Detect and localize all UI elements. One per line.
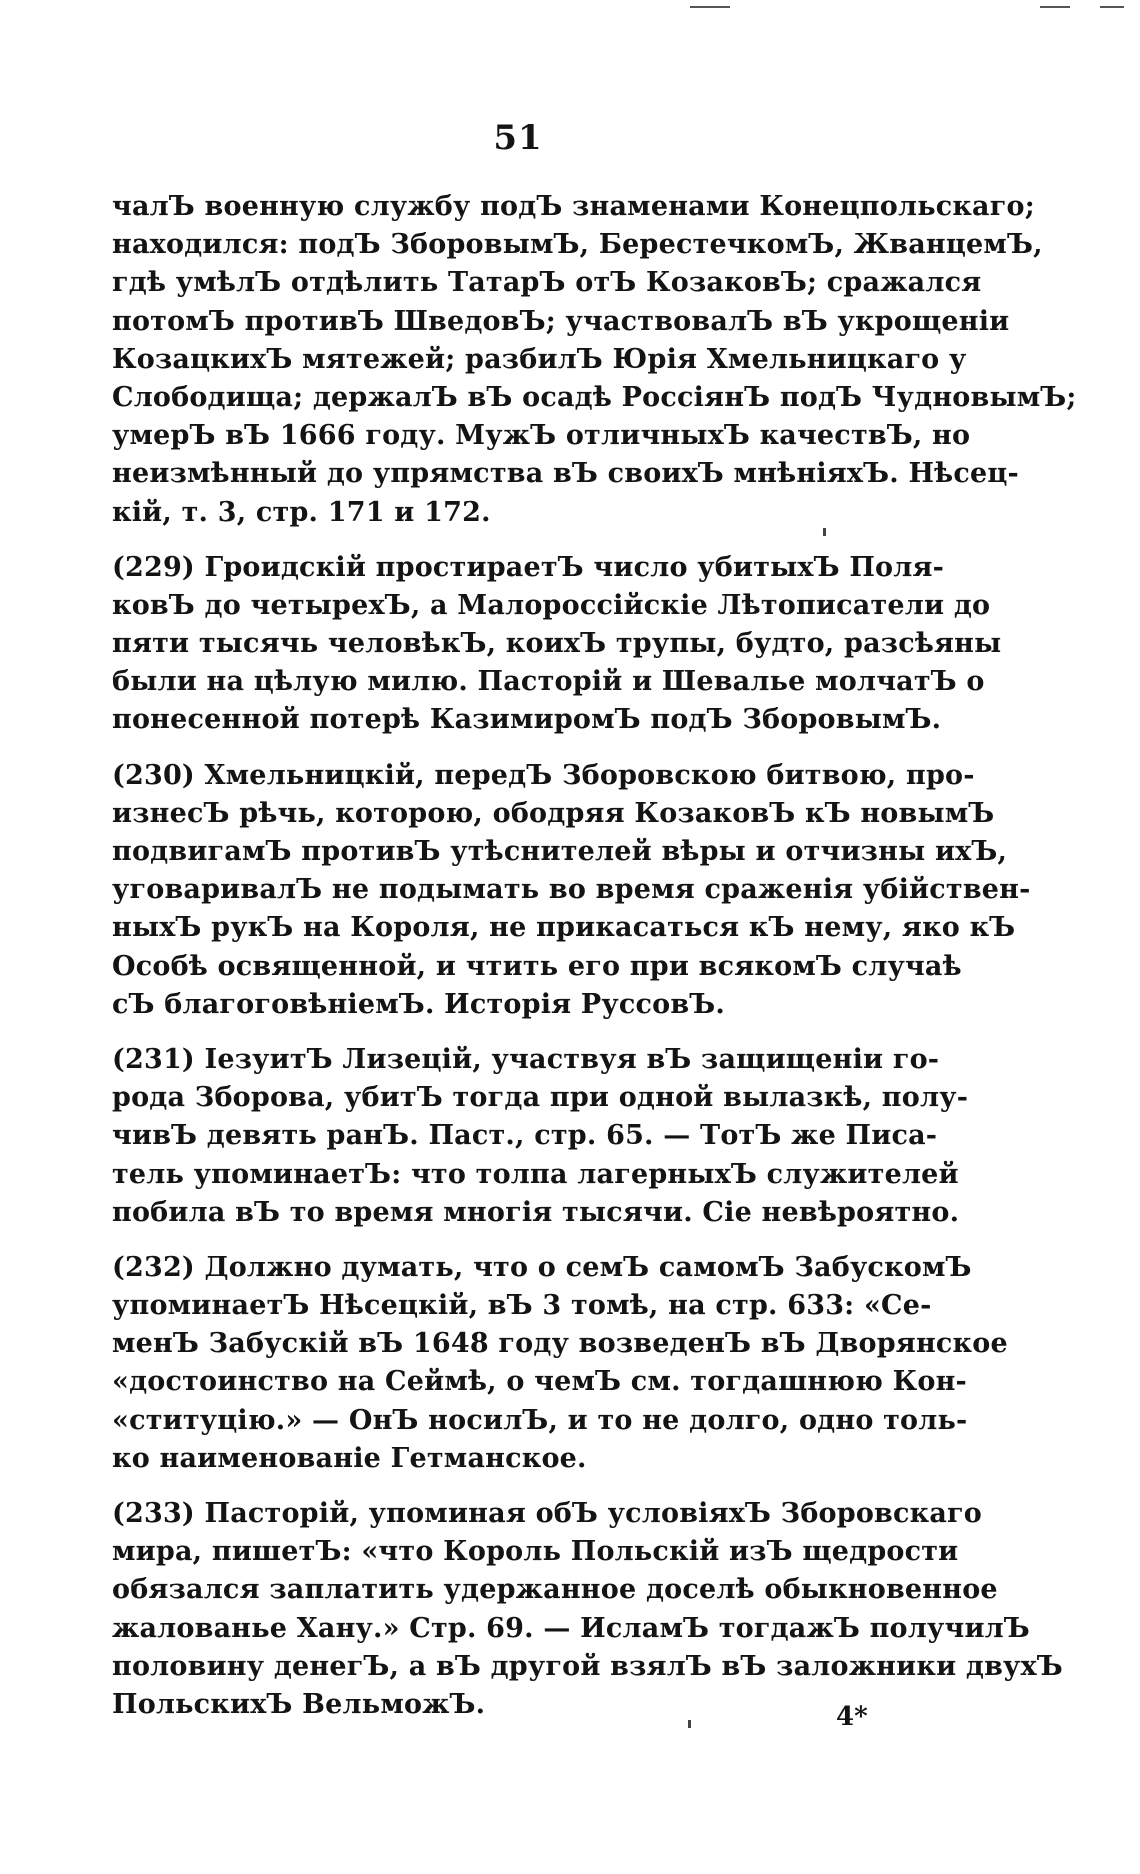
scan-edge-mark — [1100, 6, 1124, 8]
text-line: ко наименованіе Гетманское. — [112, 1442, 587, 1474]
text-line: побила вЪ то время многія тысячи. Сіе невѣроятно. — [112, 1196, 960, 1228]
text-line: мира, пишетЪ: «что Король Польскій изЪ щедрости — [112, 1536, 959, 1568]
scan-speck — [823, 528, 826, 536]
text-line: изнесЪ рѣчь, которою, ободряя КозаковЪ кЪ новымЪ — [112, 797, 995, 829]
text-line: ныхЪ рукЪ на Короля, не прикасаться кЪ нему, яко кЪ — [112, 912, 1016, 944]
footnotes-text — [112, 188, 1077, 1724]
text-line: Слободища; держалЪ вЪ осадѣ РоссіянЪ подЪ ЧудновымЪ; — [112, 381, 1077, 413]
text-line: подвигамЪ противЪ утѣснителей вѣры и отчизны ихЪ, — [112, 836, 1008, 867]
paragraph-gap — [112, 1232, 930, 1249]
text-line: упоминаетЪ Нѣсецкій, вЪ 3 томѣ, на стр. 633: «Се- — [112, 1290, 932, 1322]
text-line: чивЪ девять ранЪ. Паст., стр. 65. — ТотЪ же Писа- — [112, 1120, 938, 1152]
text-line: менЪ Забускій вЪ 1648 году возведенЪ вЪ Дворянское — [112, 1328, 1008, 1360]
text-line: кій, т. 3, стр. 171 и 172. — [112, 496, 491, 528]
paragraph-gap — [112, 532, 930, 549]
text-line: понесенной потерѣ КазимиромЪ подЪ ЗборовымЪ. — [112, 704, 942, 736]
text-line: рода Зборова, убитЪ тогда при одной вылазкѣ, полу- — [112, 1082, 969, 1114]
paragraph-gap — [112, 740, 930, 757]
footnote-paragraph — [112, 1249, 1008, 1478]
footnote-paragraph — [112, 549, 1002, 740]
text-line: потомЪ противЪ ШведовЪ; участвовалЪ вЪ укрощеніи — [112, 305, 1010, 337]
text-line: умерЪ вЪ 1666 году. МужЪ отличныхЪ качествЪ, но — [112, 420, 971, 452]
text-line: половину денегЪ, а вЪ другой взялЪ вЪ заложники двухЪ — [112, 1650, 1063, 1682]
text-line: ПольскихЪ ВельможЪ. — [112, 1688, 486, 1720]
paragraph-gap — [112, 1024, 930, 1041]
text-line: Особѣ освященной, и чтить его при всякомЪ случаѣ — [112, 950, 962, 982]
text-line: ковЪ до четырехЪ, а Малороссійскіе Лѣтописатели до — [112, 589, 991, 621]
footnote-paragraph — [112, 188, 1077, 532]
text-line: находился: подЪ ЗборовымЪ, БерестечкомЪ, ЖванцемЪ, — [112, 229, 1043, 261]
text-line: пяти тысячь человѣкЪ, коихЪ трупы, будто, разсѣяны — [112, 628, 1002, 660]
page-number: 51 — [493, 118, 543, 158]
text-line: «ституцію.» — ОнЪ носилЪ, и то не долго, одно толь- — [112, 1404, 968, 1436]
text-line: (229) Гроидскій простираетЪ число убитыхЪ Поля- — [112, 551, 945, 583]
text-line: обязался заплатить удержанное доселѣ обыкновенное — [112, 1574, 998, 1606]
text-line: КозацкихЪ мятежей; разбилЪ Юрія Хмельницкаго у — [112, 343, 967, 375]
scan-edge-mark — [690, 6, 730, 8]
text-line: (233) Пасторій, упоминая обЪ условіяхЪ Зборовскаго — [112, 1498, 983, 1529]
footnote-paragraph — [112, 1041, 969, 1232]
text-line: тель упоминаетЪ: что толпа лагерныхЪ служителей — [112, 1158, 959, 1190]
scan-edge-mark — [1040, 6, 1070, 8]
text-line: уговаривалЪ не подымать во время сраженія убійствен- — [112, 874, 1031, 906]
signature-mark: 4* — [836, 1702, 868, 1732]
paragraph-gap — [112, 1478, 930, 1495]
text-line: были на цѣлую милю. Пасторій и Шевалье молчатЪ о — [112, 666, 985, 698]
text-line: (230) Хмельницкій, передЪ Зборовскою битвою, про- — [112, 759, 975, 791]
scan-speck — [688, 1720, 691, 1728]
text-line: сЪ благоговѣніемЪ. Исторія РуссовЪ. — [112, 988, 725, 1020]
footnote-paragraph — [112, 1495, 1063, 1724]
text-line: чалЪ военную службу подЪ знаменами Конецпольскаго; — [112, 191, 1035, 222]
text-line: жалованье Хану.» Стр. 69. — ИсламЪ тогдажЪ получилЪ — [112, 1612, 1030, 1644]
text-line: (231) ІезуитЪ Лизецій, участвуя вЪ защищеніи го- — [112, 1043, 940, 1075]
text-line: неизмѣнный до упрямства вЪ своихЪ мнѣніяхЪ. Нѣсец- — [112, 458, 1019, 490]
text-line: «достоинство на Сеймѣ, о чемЪ см. тогдашнюю Кон- — [112, 1366, 967, 1398]
text-line: гдѣ умѣлЪ отдѣлить ТатарЪ отЪ КозаковЪ; сражался — [112, 267, 982, 299]
text-line: (232) Должно думать, что о семЪ самомЪ ЗабускомЪ — [112, 1251, 972, 1283]
footnote-paragraph — [112, 757, 1031, 1024]
